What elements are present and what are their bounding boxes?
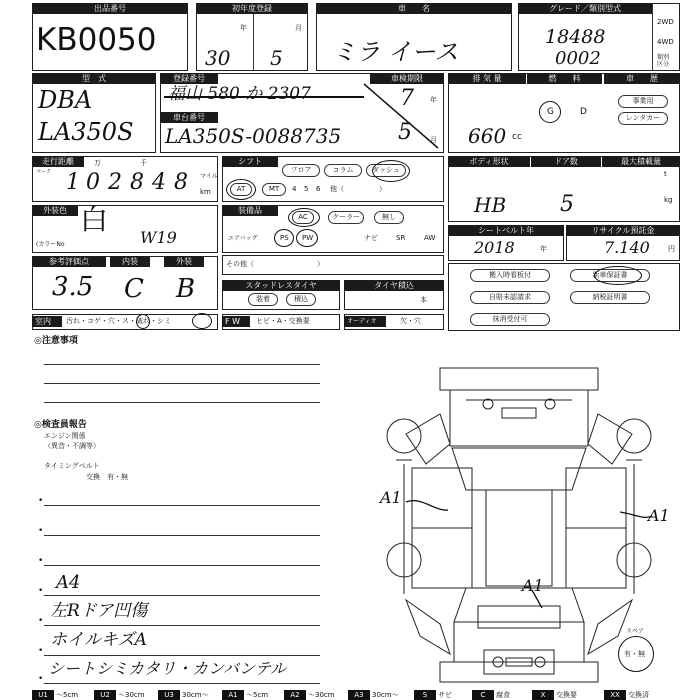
legend-code: S xyxy=(414,690,436,700)
legend-desc: 30cm～ xyxy=(182,691,209,699)
usage-label: 車 歴 xyxy=(604,73,680,84)
max-load-label: 最大積載量 xyxy=(602,156,680,167)
equip-navi: ナビ xyxy=(364,234,378,242)
mileage-sen: 千 xyxy=(140,159,147,167)
insp-year-unit: 年 xyxy=(430,96,437,104)
interior-label: 内装 xyxy=(110,256,150,267)
report-line xyxy=(44,595,320,596)
displacement-value: 660 xyxy=(468,124,507,148)
shift-floor: フロア xyxy=(282,164,320,177)
insp-strike xyxy=(362,80,442,152)
car-name-label: 車 名 xyxy=(316,3,512,14)
doors-label: ドア数 xyxy=(531,156,601,167)
legend-code: A2 xyxy=(284,690,306,700)
equip-other: その他（ ） xyxy=(226,260,324,268)
car-name-value: ミラ イース xyxy=(332,38,459,66)
report-line xyxy=(44,565,320,566)
legend-code: X xyxy=(532,690,554,700)
legend-code: C xyxy=(472,690,494,700)
front-bumper xyxy=(440,368,598,390)
legend-code: U1 xyxy=(32,690,54,700)
drive-4wd: 4WD xyxy=(657,38,674,46)
mileage-mile: マイル xyxy=(200,173,218,180)
report-line xyxy=(44,655,320,656)
insp-year: 7 xyxy=(400,86,414,111)
note-line xyxy=(44,383,320,384)
shift-at-circle xyxy=(226,179,256,200)
first-reg-year: 30 xyxy=(205,46,231,70)
doc-button: 搬入時看板付 xyxy=(470,269,550,282)
spare-value: 有・無 xyxy=(624,650,645,658)
caution-label: ◎注意事項 xyxy=(34,336,78,346)
shift-5: 5 xyxy=(304,185,309,193)
mileage-man: 万 xyxy=(94,159,101,167)
studless-fitted: 装着 xyxy=(248,293,278,306)
equip-ac-circle xyxy=(288,208,320,227)
lot-number-label: 出品番号 xyxy=(32,3,188,14)
first-reg-month: 5 xyxy=(270,46,283,70)
mileage-digit: 1 xyxy=(66,170,80,195)
legend-desc: ～30cm xyxy=(118,691,145,699)
shift-mt: MT xyxy=(262,183,286,196)
legend-bar xyxy=(32,690,680,700)
bullet: • xyxy=(38,556,44,566)
max-load-kg: kg xyxy=(664,196,673,204)
engine-label: エンジン関係 xyxy=(44,432,86,440)
mileage-km: km xyxy=(200,188,211,196)
chassis-value: LA350S-0088735 xyxy=(165,124,342,148)
legend-code: XX xyxy=(604,690,626,700)
score-label: 参考評価点 xyxy=(32,256,106,267)
legend-desc: 交換要 xyxy=(556,691,577,699)
grade-value2: 0002 xyxy=(555,48,601,69)
fuel-g-circle xyxy=(539,101,561,123)
legend-code: A1 xyxy=(222,690,244,700)
drive-2wd: 2WD xyxy=(657,18,674,26)
report-note: 左Rドア凹傷 xyxy=(50,601,148,621)
grade-label: グレード／類別型式 xyxy=(518,3,652,14)
fw-value: ヒビ・A・交換要 xyxy=(256,317,310,325)
displacement-label: 排 気 量 xyxy=(448,73,526,84)
usage-rental: レンタカー xyxy=(618,112,668,125)
studless-label: スタッドレスタイヤ xyxy=(222,280,340,291)
color-code-value: W19 xyxy=(140,228,177,247)
spare-label: スペア xyxy=(626,628,645,635)
front-right-wheel xyxy=(617,419,651,453)
grade-value1: 18488 xyxy=(545,26,606,48)
insp-month: 5 xyxy=(398,120,412,145)
equip-ac: AC xyxy=(292,211,314,224)
rear-bumper xyxy=(440,662,598,682)
equip-ps-circle xyxy=(274,229,294,247)
bullet: • xyxy=(38,646,44,656)
report-line xyxy=(44,683,320,684)
equip-aw: AW xyxy=(424,234,436,242)
equip-airbag: エアバッグ xyxy=(228,235,258,242)
fuel-g: G xyxy=(547,107,554,117)
front-left-wheel xyxy=(387,419,421,453)
fuel-d: D xyxy=(580,107,587,117)
legend-desc: ～5cm xyxy=(246,691,269,699)
drive-other: 類別 区分 xyxy=(657,54,670,68)
exterior-value: B xyxy=(176,274,196,304)
report-line xyxy=(44,625,320,626)
legend-desc: ～5cm xyxy=(56,691,79,699)
body-label: ボディ形状 xyxy=(448,156,530,167)
inspector-label: ◎検査員報告 xyxy=(34,420,87,430)
doc-button: 抹消受付可 xyxy=(470,313,550,326)
doc-button: 新車保証書 xyxy=(570,269,650,282)
roof xyxy=(486,490,552,586)
usage-business: 事業用 xyxy=(618,95,668,108)
recycle-unit: 円 xyxy=(668,245,675,253)
legend-code: A3 xyxy=(348,690,370,700)
displacement-unit: cc xyxy=(512,132,522,142)
first-reg-label: 初年度登録 xyxy=(196,3,308,14)
equip-label: 装備品 xyxy=(222,205,278,216)
rear-window xyxy=(454,588,584,622)
tire-unit: 本 xyxy=(420,296,427,304)
shift-column: コラム xyxy=(324,164,362,177)
mileage-digit: 4 xyxy=(152,170,166,195)
front-left-door xyxy=(412,468,472,528)
interior-cond-label: 室内 xyxy=(32,316,62,327)
doc-button: 納税証明書 xyxy=(570,291,650,304)
report-note: A4 xyxy=(56,572,81,593)
equip-pw: PW xyxy=(302,234,314,242)
doc-button: 自賠未認請求 xyxy=(470,291,550,304)
report-line xyxy=(44,505,320,506)
legend-desc: ～30cm xyxy=(308,691,335,699)
front-right-door xyxy=(566,468,626,528)
note-line xyxy=(44,402,320,403)
equip-sr: SR xyxy=(396,234,406,242)
mileage-label: 走行距離 xyxy=(32,156,84,167)
report-line xyxy=(44,535,320,536)
score-value: 3.5 xyxy=(52,272,94,302)
timing-exchange: 交換 有・無 xyxy=(86,473,128,481)
shift-4: 4 xyxy=(292,185,297,193)
equip-ps: PS xyxy=(280,234,289,242)
interior-cond-stain-circle xyxy=(192,313,212,329)
legend-desc: 交換済 xyxy=(628,691,649,699)
bullet: • xyxy=(38,496,44,506)
shift-label: シフト xyxy=(222,156,278,167)
mileage-digit: 0 xyxy=(86,170,100,195)
color-code-label: (カラーNo xyxy=(36,241,65,248)
inspection-label: 車検期限 xyxy=(370,73,444,84)
mileage-digit: 8 xyxy=(130,170,144,195)
shift-at: AT xyxy=(230,183,252,196)
shift-dash-circle xyxy=(372,160,410,182)
insp-month-unit: 月 xyxy=(430,136,437,144)
audio-label: オーディオ xyxy=(344,316,386,327)
reg-no-label: 登録番号 xyxy=(160,73,218,84)
damage-mark-left: A1 xyxy=(380,488,402,507)
exterior-label: 外装 xyxy=(164,256,204,267)
seatbelt-value: 2018 xyxy=(474,238,515,257)
interior-value: C xyxy=(124,274,144,304)
color-value: 白 xyxy=(80,203,109,236)
bullet: • xyxy=(38,616,44,626)
tire-label: タイヤ積込 xyxy=(344,280,444,291)
rear-left-fender xyxy=(406,600,450,654)
legend-desc: サビ xyxy=(438,691,452,699)
chassis-label: 車台番号 xyxy=(160,112,218,123)
doc-new-warranty-circle xyxy=(594,266,642,285)
bullet: • xyxy=(38,586,44,596)
seatbelt-unit: 年 xyxy=(540,245,547,253)
fw-label: F W xyxy=(222,316,250,327)
reg-strike xyxy=(164,96,364,98)
legend-desc: 30cm～ xyxy=(372,691,399,699)
model-prefix: DBA xyxy=(38,86,93,114)
equip-none: 無し xyxy=(374,211,404,224)
mileage-mark: マーク xyxy=(36,169,52,175)
interior-cond-s-circle xyxy=(136,314,150,329)
note-line xyxy=(44,364,320,365)
recycle-label: リサイクル預託金 xyxy=(566,225,680,236)
mileage-digit: 8 xyxy=(174,170,188,195)
timing-label: タイミングベルト xyxy=(44,462,100,470)
color-label: 外装色 xyxy=(32,205,78,216)
year-unit: 年 xyxy=(240,24,247,32)
engine-sub: （異音・不調等） xyxy=(44,442,100,450)
mileage-digit: 2 xyxy=(108,170,122,195)
damage-mark-right: A1 xyxy=(648,506,670,525)
damage-mark-rear: A1 xyxy=(522,576,544,595)
fuel-label: 燃 料 xyxy=(527,73,602,84)
report-note: シートシミカタリ・カンバンテル xyxy=(48,659,287,678)
audio-value: 欠・穴 xyxy=(400,317,421,325)
model-value: LA350S xyxy=(38,118,134,146)
studless-loaded: 積込 xyxy=(286,293,316,306)
divider xyxy=(253,14,254,70)
equip-cooler: クーラー xyxy=(328,211,364,224)
legend-code: U2 xyxy=(94,690,116,700)
bullet: • xyxy=(38,674,44,684)
body-value: HB xyxy=(474,193,507,217)
reg-no-value: 福山 580 か 2307 xyxy=(168,84,311,104)
legend-desc: 腐食 xyxy=(496,691,510,699)
interior-cond-value: 汚れ・コゲ・穴・ス・破れ・シミ xyxy=(66,317,171,325)
model-label: 型 式 xyxy=(32,73,156,84)
legend-code: U3 xyxy=(158,690,180,700)
month-unit: 月 xyxy=(295,24,302,32)
recycle-value: 7.140 xyxy=(604,238,650,257)
max-load-t: t xyxy=(664,170,667,178)
seatbelt-label: シートベルト年 xyxy=(448,225,564,236)
doc-id: KB0050 xyxy=(36,22,157,58)
shift-other: 他（ ） xyxy=(330,185,386,193)
shift-dash: ダッシュ xyxy=(366,164,406,177)
shift-6: 6 xyxy=(316,185,321,193)
report-note: ホイルキズA xyxy=(50,630,147,650)
equip-pw-circle xyxy=(296,229,318,247)
bullet: • xyxy=(38,526,44,536)
doors-value: 5 xyxy=(560,192,574,217)
